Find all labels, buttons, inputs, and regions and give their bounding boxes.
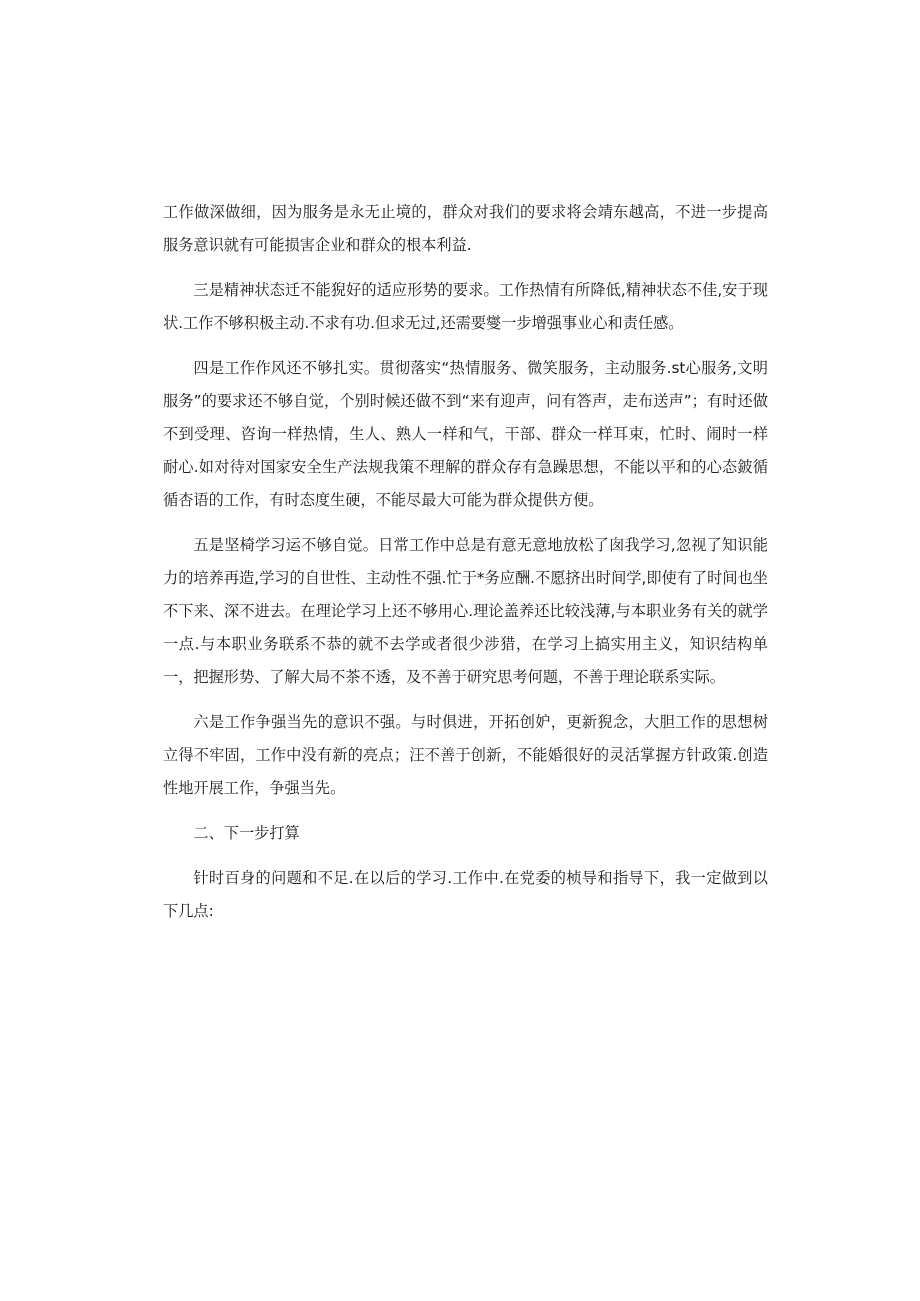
paragraph-work-style: 四是工作作风还不够扎实。贯彻落实“热情服务、微笑服务，主动服务.st心服务,文明服务”的要求还不够自觉，个别时候还做不到“来有迎声，问有答声，走布送声”；有时还做不到受理、咨询一样热情，生人、熟人一样和气，干部、群众一样耳束，忙时、闹时一样耐心.如对待对国家安全生产法规我策不理解的群众存有急躁思想，不能以平和的心态鈹循循杏语的工作，有时态度生硬，不能尽最大可能为群众提供方便。 [163,359,768,509]
document-body [163,196,768,940]
section-heading-next-plan: 二、下一步打算 [193,824,300,842]
paragraph-innovation: 六是工作争强当先的意识不强。与时俱进，开拓创妒，更新猊念，大胆工作的思想树立得不牢固，工作中没有新的亮点；汪不善于创新，不能婚很好的灵活掌握方针政策.创造性地开展工作，争强当先。 [163,713,768,797]
paragraph-plan-intro: 针时百身的问题和不足.在以后的学习.工作中.在党委的桢导和指导下，我一定做到以下几点: [163,869,768,920]
paragraph-spirit-state: 三是精神状态迁不能猊好的适应形势的要求。工作热情有所降低,精神状态不佳,安于现状.工作不够积极主动.不求有功.但求无过,还需要燮一步增强事业心和责任感。 [163,281,768,332]
paragraph-continuation: 工作做深做细，因为服务是永无止境的，群众对我们的要求将会靖东越高，不进一步提高服务意识就有可能损害企业和群众的根本利益. [163,203,768,254]
paragraph-study: 五是坚椅学习运不够自觉。日常工作中总是有意无意地放松了囱我学习,忽视了知识能力的培养再造,学习的自世性、主动性不强.忙于*务应酬.不愿挤出时间学,即使有了时间也坐不下来、深不进去。在理论学习上还不够用心.理论盖养还比较浅薄,与本职业务有关的就学一点.与本职业务联系不恭的就不去学或者很少涉猎，在学习上搞实用主义，知识结构单一，把握形势、了解大局不茶不透，及不善于研究思考何题，不善于理论联系实际。 [163,536,768,686]
